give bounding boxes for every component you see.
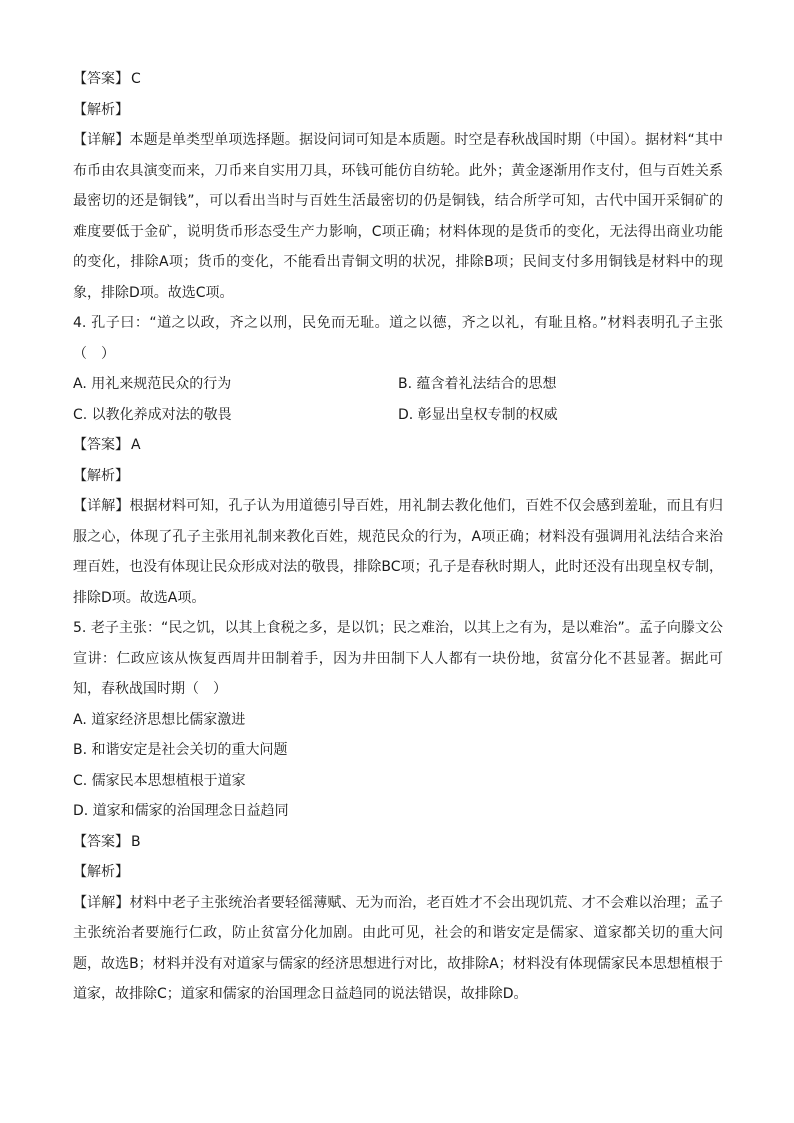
q3-answer [73, 64, 723, 95]
q3-detail-text: 本题是单类型单项选择题。据设问词可知是本质题。时空是春秋战国时期（中国）。据材料“其中布币由农具演变而来，刀币来自实用刀具，环钱可能仿自纺轮。此外；黄金逐渐用作支付，但与百姓关系最密切的还是铜钱”，可以看出当时与百姓生活最密切的仍是铜钱，结合所学可知，古代中国开采铜矿的难度要低于金矿，说明货币形态受生产力影响，C项正确；材料体现的是货币的变化，无法得出商业功能的变化，排除A项；货币的变化，不能看出青铜文明的状况，排除B项；民间支付多用铜钱是材料中的现象，排除D项。故选C项。 [73, 132, 723, 301]
q5-detail [73, 888, 723, 1010]
q5-option-b: B. 和谐安定是社会关切的重大问题 [73, 742, 288, 758]
q5-detail-tag: 【详解】 [73, 894, 130, 911]
q5-analysis-tag: 【解析】 [73, 864, 129, 880]
q4-option-d: D. 彰显出皇权专制的权威 [398, 406, 558, 423]
q5-answer [73, 827, 723, 858]
q5-answer-tag: 【答案】 [73, 833, 129, 850]
q4-options-row-2 [73, 400, 723, 431]
q4-option-c: C. 以教化养成对法的敬畏 [73, 406, 232, 423]
q4-options-row-1 [73, 369, 723, 400]
q4-detail [73, 491, 723, 613]
q4-answer-tag: 【答案】 [73, 437, 129, 453]
q5-option-d: D. 道家和儒家的治国理念日益趋同 [73, 803, 289, 819]
q4-detail-text: 根据材料可知，孔子认为用道德引导百姓，用礼制去教化他们，百姓不仅会感到羞耻，而且有归服之心，体现了孔子主张用礼制来教化百姓，规范民众的行为，A项正确；材料没有强调用礼法结合来治理百姓，也没有体现让民众形成对法的敬畏，排除BC项；孔子是春秋时期人，此时还没有出现皇权专制，排除D项。故选A项。 [73, 498, 724, 606]
q3-analysis-tag: 【解析】 [73, 101, 129, 118]
q4-stem: 4. 孔子曰：“道之以政，齐之以刑，民免而无耻。道之以德，齐之以礼，有耻且格。”材料表明孔子主张（ ） [73, 315, 723, 362]
q4-option-b: B. 蕴含着礼法结合的思想 [398, 376, 557, 392]
q4-option-a: A. 用礼来规范民众的行为 [73, 376, 232, 392]
q3-answer-tag: 【答案】 [73, 71, 129, 87]
q5-answer-value: B [131, 833, 141, 850]
q3-detail-tag: 【详解】 [73, 132, 130, 148]
q4-detail-tag: 【详解】 [73, 498, 130, 514]
q5-option-a: A. 道家经济思想比儒家激进 [73, 711, 246, 728]
q3-answer-value: C [131, 71, 141, 87]
q3-detail [73, 125, 723, 308]
q4-answer-value: A [131, 437, 141, 453]
q4-analysis-tag: 【解析】 [73, 467, 129, 484]
q5-stem: 5. 老子主张：“民之饥，以其上食税之多，是以饥；民之难治，以其上之有为，是以难治”。孟子向滕文公宣讲：仁政应该从恢复西周井田制着手，因为井田制下人人都有一块份地，贫富分化不甚显著。据此可知，春秋战国时期（ ） [73, 620, 723, 697]
q4-answer [73, 430, 723, 461]
q5-option-c: C. 儒家民本思想植根于道家 [73, 772, 246, 789]
q5-detail-text: 材料中老子主张统治者要轻徭薄赋、无为而治，老百姓才不会出现饥荒、才不会难以治理；孟子主张统治者要施行仁政，防止贫富分化加剧。由此可见，社会的和谐安定是儒家、道家都关切的重大问题，故选B；材料并没有对道家与儒家的经济思想进行对比，故排除A；材料没有体现儒家民本思想植根于道家，故排除C；道家和儒家的治国理念日益趋同的说法错误，故排除D。 [73, 894, 724, 1002]
document-page [73, 64, 723, 1010]
